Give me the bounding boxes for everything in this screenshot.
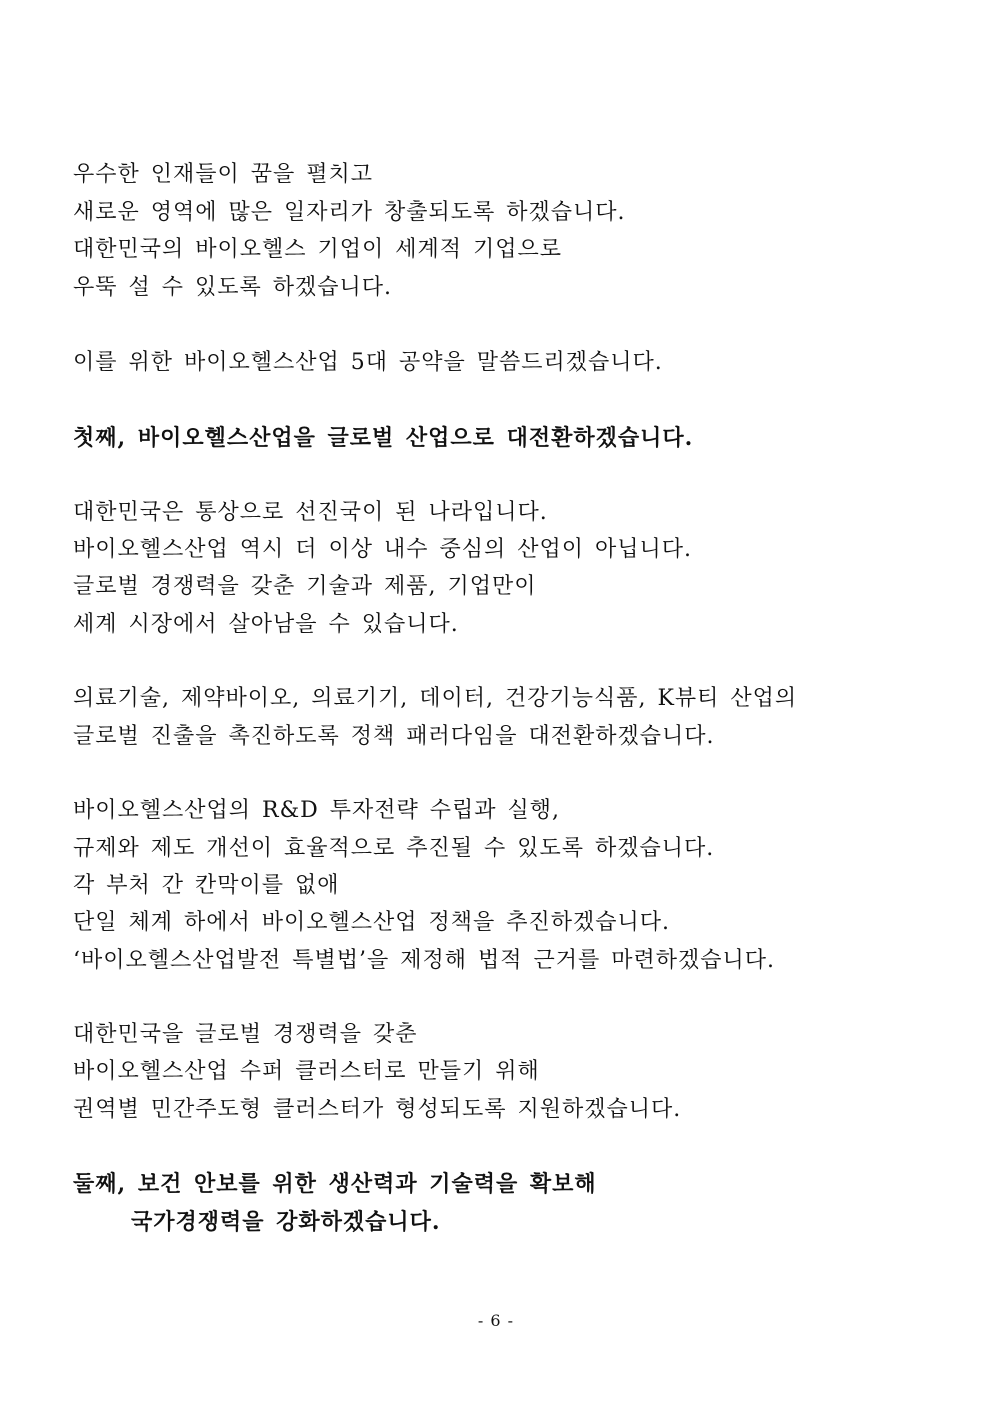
- section-heading: 둘째, 보건 안보를 위한 생산력과 기술력을 확보해: [73, 1171, 597, 1197]
- body-text-line: 규제와 제도 개선이 효율적으로 추진될 수 있도록 하겠습니다.: [73, 836, 715, 861]
- body-text-line: 바이오헬스산업의 R&D 투자전략 수립과 실행,: [73, 798, 561, 823]
- body-text-line: 글로벌 진출을 촉진하도록 정책 패러다임을 대전환하겠습니다.: [73, 724, 715, 749]
- body-text-line: 글로벌 경쟁력을 갖춘 기술과 제품, 기업만이: [73, 574, 537, 599]
- body-text-line: ‘바이오헬스산업발전 특별법’을 제정해 법적 근거를 마련하겠습니다.: [73, 948, 776, 973]
- body-text-line: 세계 시장에서 살아남을 수 있습니다.: [73, 612, 459, 637]
- body-text-line: 대한민국을 글로벌 경쟁력을 갖춘: [73, 1022, 418, 1047]
- body-text-line: 우수한 인재들이 꿈을 펼치고: [73, 162, 374, 187]
- body-text-line: 권역별 민간주도형 클러스터가 형성되도록 지원하겠습니다.: [73, 1097, 682, 1122]
- section-heading: 첫째, 바이오헬스산업을 글로벌 산업으로 대전환하겠습니다.: [73, 425, 694, 451]
- body-text-line: 새로운 영역에 많은 일자리가 창출되도록 하겠습니다.: [73, 200, 626, 225]
- body-text-line: 단일 체계 하에서 바이오헬스산업 정책을 추진하겠습니다.: [73, 910, 671, 935]
- body-text-line: 대한민국은 통상으로 선진국이 된 나라입니다.: [73, 500, 548, 525]
- section-heading-continuation: 국가경쟁력을 강화하겠습니다.: [131, 1209, 441, 1235]
- body-text-line: 의료기술, 제약바이오, 의료기기, 데이터, 건강기능식품, K뷰티 산업의: [73, 686, 798, 711]
- body-text-line: 바이오헬스산업 역시 더 이상 내수 중심의 산업이 아닙니다.: [73, 537, 692, 562]
- page-number: - 6 -: [477, 1311, 515, 1330]
- body-text-line: 이를 위한 바이오헬스산업 5대 공약을 말씀드리겠습니다.: [73, 350, 663, 375]
- body-text-line: 각 부처 간 칸막이를 없애: [73, 873, 340, 898]
- body-text-line: 대한민국의 바이오헬스 기업이 세계적 기업으로: [73, 237, 563, 262]
- body-text-line: 바이오헬스산업 수퍼 클러스터로 만들기 위해: [73, 1059, 540, 1084]
- body-text-line: 우뚝 설 수 있도록 하겠습니다.: [73, 275, 392, 300]
